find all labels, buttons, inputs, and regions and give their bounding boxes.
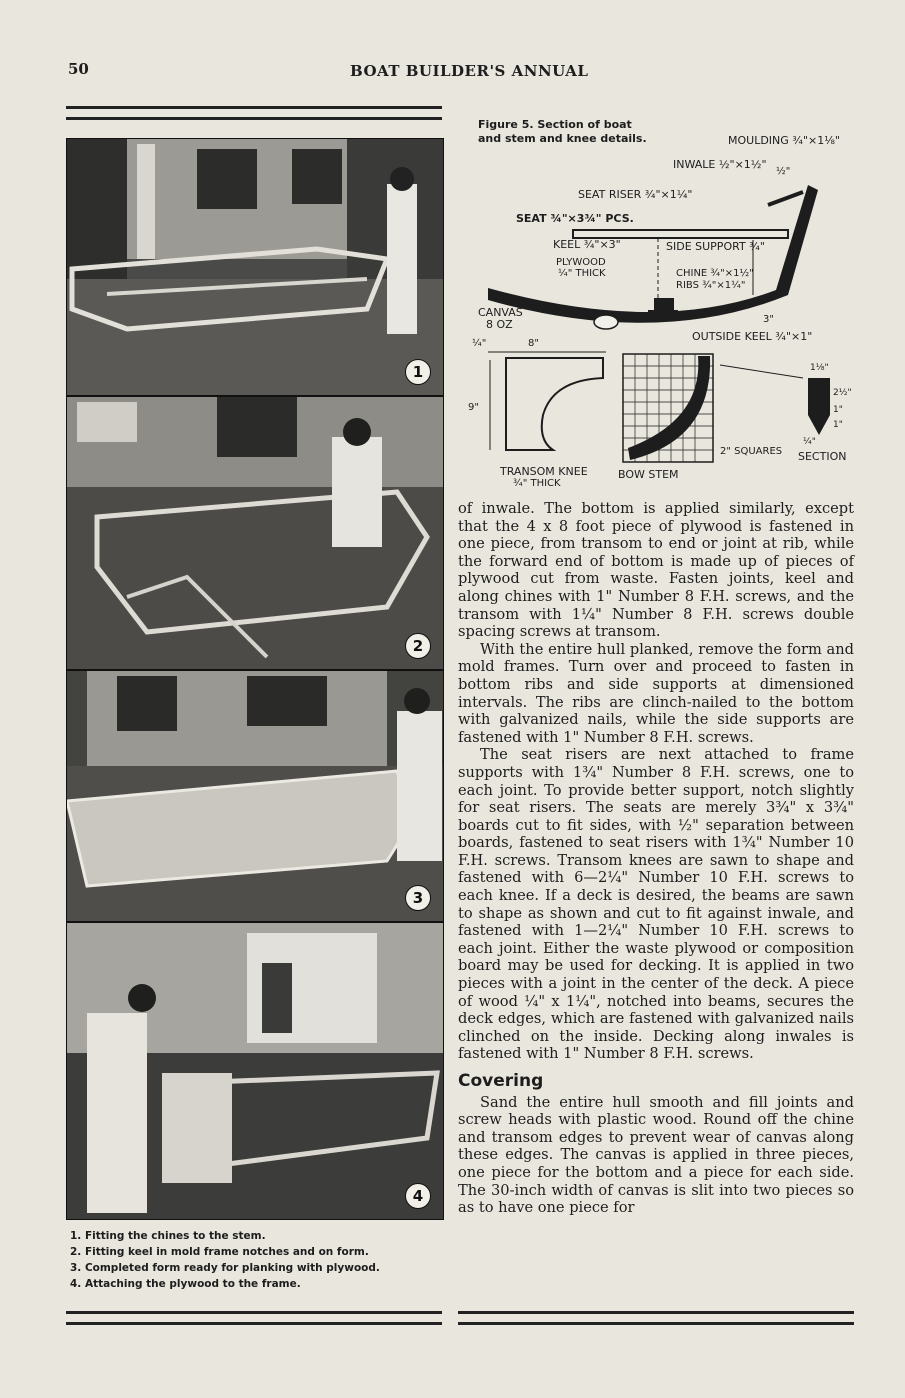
label-canvas-2: 8 OZ <box>486 318 513 331</box>
label-canvas-1: CANVAS <box>478 306 523 319</box>
photo-number-badge: 3 <box>405 885 431 911</box>
figure-caption-line-1: Figure 5. Section of boat <box>478 118 632 131</box>
label-plywood-1: PLYWOOD <box>556 257 606 268</box>
label-eight: 8" <box>528 338 539 349</box>
bottom-rule-left <box>66 1311 442 1325</box>
paragraph-3: The seat risers are next attached to frame supports with 1¾" Number 8 F.H. screws, one to each joint. To provide better support, notch slightly for seat risers. The seats are merely 3¾" x 3¾" boards cut to fit sides, with ½" separation between boards, fastened to seat risers with 1¾" Number 10 F.H. screws. Transom knees are sawn to shape and fastened with 6—2¼" Number 10 F.H. screws to each knee. If a deck is desired, the beams are sawn to shape as shown and cut to fit against inwale, and fastened with 1—2¼" Number 10 F.H. screws to each joint. Either the waste plywood or composition board may be used for decking. It is applied in two pieces with a joint in the center of the deck. A piece of wood ¼" x 1¼", notched into beams, secures the deck edges, which are fastened with galvanized nails clinched on the inside. Decking along inwales is fastened with 1" Number 8 F.H. screws. <box>458 746 854 1063</box>
photo-number-badge: 2 <box>405 633 431 659</box>
figure-5-diagram <box>458 130 858 490</box>
photo-1 <box>66 138 444 396</box>
figure-caption-line-2: and stem and knee details. <box>478 132 647 145</box>
page-number: 50 <box>68 60 89 78</box>
label-chine: CHINE ¾"×1½" <box>676 268 754 279</box>
label-plywood-2: ¼" THICK <box>558 268 606 279</box>
label-section-b: 1" <box>833 420 843 430</box>
section-heading-covering: Covering <box>458 1071 544 1091</box>
article-body <box>458 500 854 1217</box>
photo-4 <box>66 922 444 1220</box>
label-seat: SEAT ¾"×3¾" PCS. <box>516 212 634 225</box>
label-section-quarter: ¼" <box>803 437 816 447</box>
bow-stem-grid <box>623 354 713 462</box>
top-rule <box>66 106 442 120</box>
label-outside-keel: OUTSIDE KEEL ¾"×1" <box>692 330 813 343</box>
photo-captions <box>70 1228 450 1292</box>
running-head: BOAT BUILDER'S ANNUAL <box>350 62 589 80</box>
paragraph-2: With the entire hull planked, remove the form and mold frames. Turn over and proceed to fasten in bottom ribs and side supports at dimensioned intervals. The ribs are clinch-nailed to the bottom with galvanized nails, while the side supports are fastened with 1" Number 8 F.H. screws. <box>458 640 854 746</box>
label-quarter: ¼" <box>472 338 487 349</box>
label-squares: 2" SQUARES <box>720 446 783 457</box>
caption-2: 2. Fitting keel in mold frame notches and on form. <box>70 1246 369 1258</box>
label-three: 3" <box>763 314 774 325</box>
label-ribs: RIBS ¾"×1¼" <box>676 280 746 291</box>
label-section: SECTION <box>798 450 847 463</box>
label-section-a: 1" <box>833 405 843 415</box>
label-keel: KEEL ¾"×3" <box>553 238 621 251</box>
bottom-rule-right <box>458 1311 854 1325</box>
label-bow-stem: BOW STEM <box>618 468 679 481</box>
label-inwale: INWALE ½"×1½" <box>673 158 767 171</box>
label-moulding: MOULDING ¾"×1⅛" <box>728 134 840 147</box>
label-nine: 9" <box>468 402 479 413</box>
label-side-support: SIDE SUPPORT ¾" <box>666 240 765 253</box>
caption-1: 1. Fitting the chines to the stem. <box>70 1230 266 1242</box>
photo-3 <box>66 670 444 922</box>
photo-number-badge: 4 <box>405 1183 431 1209</box>
label-transom-knee-1: TRANSOM KNEE <box>500 465 588 478</box>
label-seat-riser: SEAT RISER ¾"×1¼" <box>578 188 693 201</box>
label-section-mid: 2½" <box>833 388 852 398</box>
caption-3: 3. Completed form ready for planking with plywood. <box>70 1262 380 1274</box>
photo-number-badge: 1 <box>405 359 431 385</box>
label-section-top: 1⅛" <box>810 363 829 373</box>
photo-2 <box>66 396 444 670</box>
caption-4: 4. Attaching the plywood to the frame. <box>70 1278 301 1290</box>
paragraph-4: Sand the entire hull smooth and fill joints and screw heads with plastic wood. Round off the chine and transom edges to prevent wear of canvas along these edges. The canvas is applied in three pieces, one piece for the bottom and a piece for each side. The 30-inch width of canvas is slit into two pieces so as to have one piece for <box>458 1093 854 1217</box>
label-half: ½" <box>776 166 791 177</box>
label-transom-knee-2: ¾" THICK <box>513 478 561 489</box>
paragraph-1: of inwale. The bottom is applied similarly, except that the 4 x 8 foot piece of plywood is fastened in one piece, from transom to end or joint at rib, while the forward end of bottom is made up of pieces of plywood cut from waste. Fasten joints, keel and along chines with 1" Number 8 F.H. screws, and the transom with 1¼" Number 8 F.H. screws double spacing screws at transom. <box>458 500 854 641</box>
